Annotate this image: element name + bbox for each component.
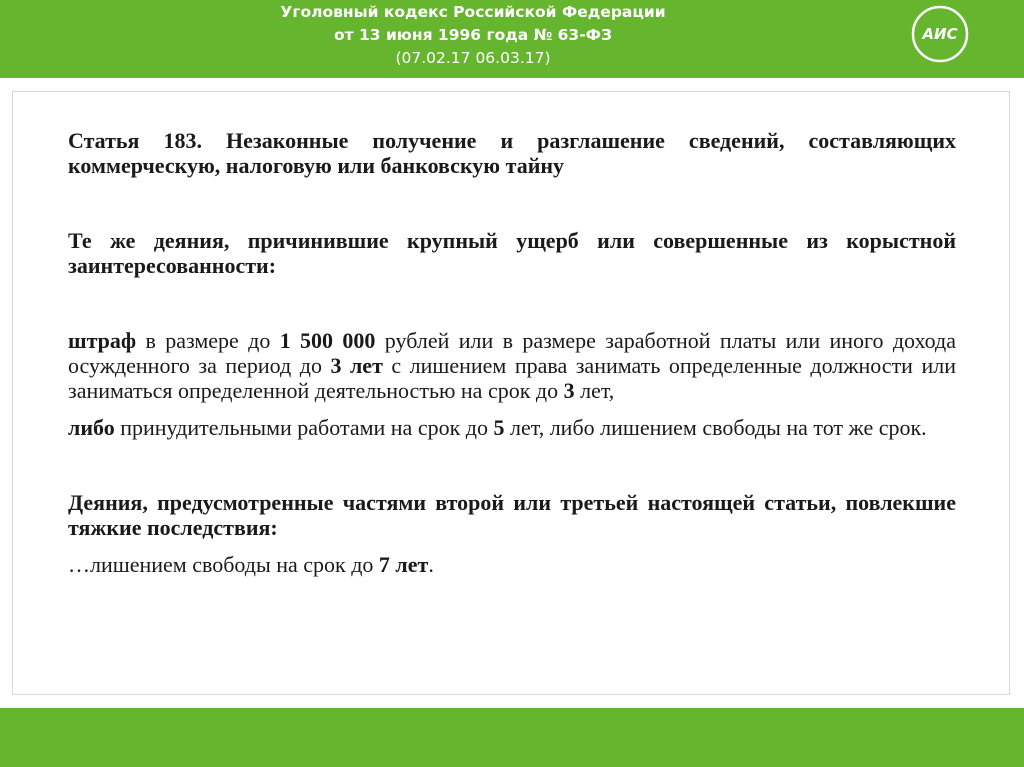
footer-bar (0, 708, 1024, 767)
logo-text: АИС (922, 25, 958, 43)
title-line-2: от 13 июня 1996 года № 63-ФЗ (333, 26, 613, 44)
title-line-1: Уголовный кодекс Российской Федерации (280, 3, 666, 21)
part3-heading: Деяния, предусмотренные частями второй или третьей настоящей статьи, повлекшие тяжкие последствия: (68, 490, 956, 540)
penalty-paragraph-1: штраф в размере до 1 500 000 рублей или в размере заработной платы или иного дохода осужденного за период до 3 лет с лишением права занимать определенные должности или заниматься определенной деятельностью на срок до 3 лет, (68, 328, 956, 403)
title-line-3: (07.02.17 06.03.17) (395, 49, 551, 67)
part2-heading: Те же деяния, причинившие крупный ущерб или совершенные из корыстной заинтересованности: (68, 228, 956, 278)
header-bar (0, 0, 1024, 78)
ais-logo-icon (910, 4, 970, 64)
penalty-paragraph-2: либо принудительными работами на срок до 5 лет, либо лишением свободы на тот же срок. (68, 415, 927, 440)
page-title (200, 0, 746, 70)
article-content (68, 128, 956, 577)
penalty-paragraph-3: …лишением свободы на срок до 7 лет. (68, 552, 434, 577)
article-title: Статья 183. Незаконные получение и разглашение сведений, составляющих коммерческую, налоговую или банковскую тайну (68, 128, 956, 178)
